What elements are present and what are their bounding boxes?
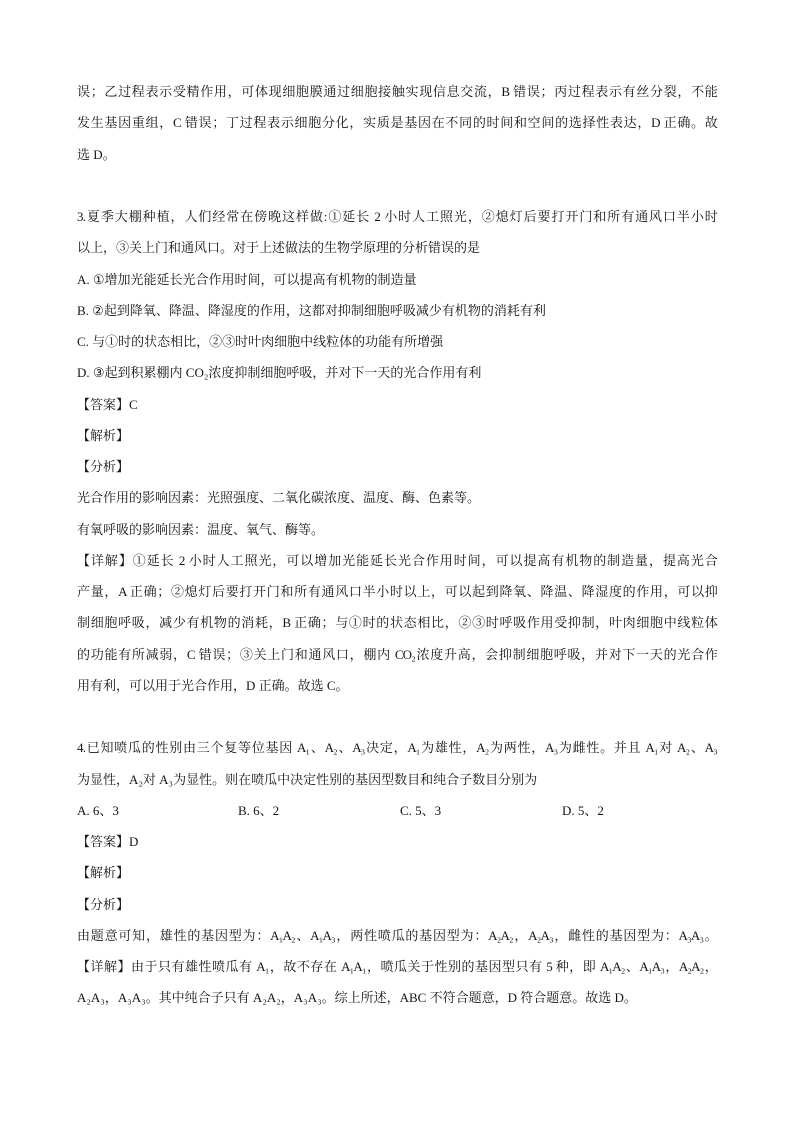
option-a: A. 6、3 <box>77 802 119 818</box>
detail-line: 的功能有所减弱，C 错误；③关上门和通风口，棚内 CO₂浓度升高，会抑制细胞呼吸，并对下一天的光合作 <box>77 646 717 662</box>
option-c: C. 与①时的状态相比，②③时叶肉细胞中线粒体的功能有所增强 <box>77 334 444 349</box>
explanation-line: 发生基因重组，C 错误；丁过程表示细胞分化，实质是基因在不同的时间和空间的选择性表达，D 正确。故 <box>77 115 717 131</box>
question-4 <box>77 732 717 1013</box>
explanation-heading: 【解析】 <box>77 865 130 881</box>
option-b: B. 6、2 <box>238 802 280 818</box>
option-b: B. ②起到降氧、降温、降湿度的作用，这都对抑制细胞呼吸减少有机物的消耗有利 <box>77 302 546 318</box>
question-stem-line: 为显性，A₂对 A₃为显性。则在喷瓜中决定性别的基因型数目和纯合子数目分别为 <box>77 771 538 787</box>
question-3 <box>77 201 717 701</box>
option-c: C. 5、3 <box>400 802 442 818</box>
question-stem-line: 3.夏季大棚种植，人们经常在傍晚这样做:①延长 2 小时人工照光，②熄灯后要打开门和所有通风口半小时 <box>77 209 717 224</box>
analysis-line: 由题意可知，雄性的基因型为：A₁A₂、A₁A₃，两性喷瓜的基因型为：A₂A₂，A₂A₃，雌性的基因型为：A₃A₃。 <box>77 927 717 943</box>
blank-line <box>77 701 717 732</box>
question-stem-line: 4.已知喷瓜的性别由三个复等位基因 A₁、A₂、A₃决定，A₁为雄性，A₂为两性，A₃为雌性。并且 A₁对 A₂、A₃ <box>77 740 717 756</box>
option-a: A. ①增加光能延长光合作用时间，可以提高有机物的制造量 <box>77 271 417 287</box>
analysis-heading: 【分析】 <box>77 896 130 912</box>
detail-line: 产量，A 正确；②熄灯后要打开门和所有通风口半小时以上，可以起到降氧、降温、降湿度的作用，可以抑 <box>77 584 717 599</box>
explanation-line: 误；乙过程表示受精作用，可体现细胞膜通过细胞接触实现信息交流，B 错误；丙过程表示有丝分裂，不能 <box>77 84 717 99</box>
analysis-heading: 【分析】 <box>77 459 130 474</box>
detail-line: 【详解】由于只有雄性喷瓜有 A₁，故不存在 A₁A₁，喷瓜关于性别的基因型只有 5 种，即 A₁A₂、A₁A₃，A₂A₂， <box>77 959 717 974</box>
detail-line: A₂A₃，A₃A₃。其中纯合子只有 A₂A₂，A₃A₃。综上所述，ABC 不符合题意，D 符合题意。故选 D。 <box>77 990 637 1006</box>
question-stem-line: 以上，③关上门和通风口。对于上述做法的生物学原理的分析错误的是 <box>77 240 481 256</box>
answer-label: 【答案】C <box>77 396 138 412</box>
analysis-line: 光合作用的影响因素：光照强度、二氧化碳浓度、温度、酶、色素等。 <box>77 490 481 506</box>
options-row <box>77 795 717 826</box>
option-d: D. ③起到积累棚内 CO₂浓度抑制细胞呼吸，并对下一天的光合作用有利 <box>77 365 482 381</box>
answer-label: 【答案】D <box>77 834 139 849</box>
explanation-heading: 【解析】 <box>77 427 130 443</box>
detail-line: 用有利，可以用于光合作用，D 正确。故选 C。 <box>77 677 349 693</box>
page-content <box>77 76 717 1014</box>
explanation-line: 选 D。 <box>77 146 116 162</box>
blank-line <box>77 170 717 201</box>
previous-explanation <box>77 76 717 170</box>
option-d: D. 5、2 <box>562 802 604 818</box>
detail-line: 制细胞呼吸，减少有机物的消耗，B 正确；与①时的状态相比，②③时呼吸作用受抑制，叶肉细胞中线粒体 <box>77 615 717 631</box>
detail-line: 【详解】①延长 2 小时人工照光，可以增加光能延长光合作用时间，可以提高有机物的制造量，提高光合 <box>77 552 717 568</box>
analysis-line: 有氧呼吸的影响因素：温度、氧气、酶等。 <box>77 521 325 537</box>
